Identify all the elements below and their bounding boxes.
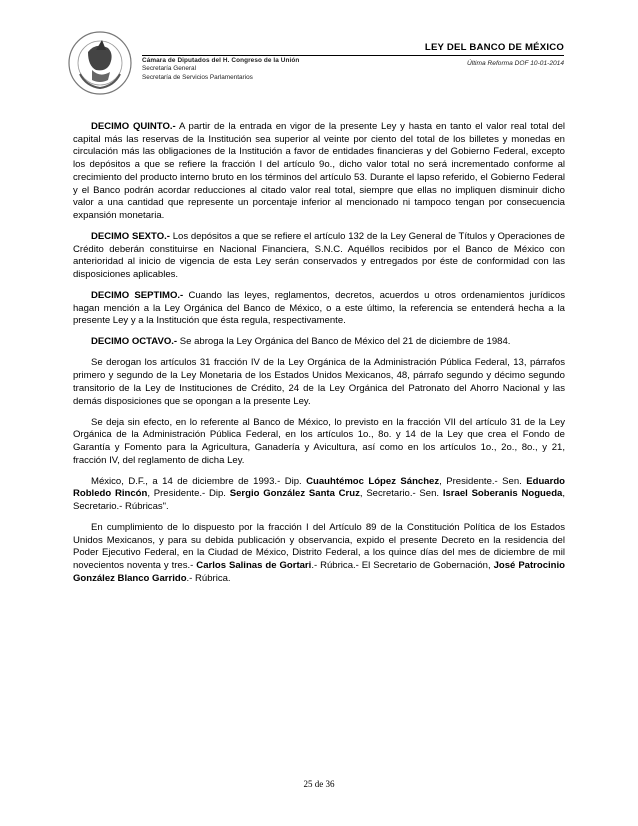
header-dept-parlamentarios: Secretaría de Servicios Parlamentarios: [142, 73, 253, 81]
article-label: DECIMO QUINTO.-: [91, 121, 176, 132]
document-body: [73, 121, 565, 594]
promulgacion-text: En cumplimiento de lo dispuesto por la fracción I del Artículo 89 de la Constitución Política de los Estados Unidos Mexicanos, y para su debida publicación y observancia, expido el presente Decreto en la residencia del Poder Ejecutivo Federal, en la Ciudad de México, Distrito Federal, a los quince días del mes de diciembre de mil novecientos noventa y tres.-: [73, 522, 565, 572]
header-institution: [142, 57, 299, 82]
signatory-name: Carlos Salinas de Gortari: [196, 560, 312, 572]
signatory-name: Cuauhtémoc López Sánchez: [306, 475, 440, 487]
signatory-name: Israel Soberanis Nogueda: [442, 488, 563, 500]
article-text: Los depósitos a que se refiere el artículo 132 de la Ley General de Títulos y Operaciones de Crédito deberán constituirse en Nacional Financiera, S.N.C. Aquéllos recibidos por el Banco de México con anterioridad al inicio de vigencia de esta Ley serán conservados y entregados por éste de conformidad con las disposiciones aplicables.: [73, 230, 565, 281]
article-decimo-octavo: [73, 336, 565, 349]
signatory-name: José Patrocinio González Blanco Garrido: [73, 560, 565, 584]
firma-text: , Presidente.- Sen.: [439, 475, 527, 487]
promulgacion-text: .- Rúbrica.: [186, 572, 231, 584]
paragraph-sin-efecto: Se deja sin efecto, en lo referente al Banco de México, lo previsto en la fracción VII del artículo 31 de la Ley Orgánica de la Administración Pública Federal, en los artículos 1o., 8o. y 14 de la Ley que crea el Fondo de Garantía y Fomento para la Agricultura, Ganadería y Avicultura, así como en los artículos 1o., 2o., 8o., y 21, fracción IV, del reglamento de dicha Ley.: [73, 416, 565, 466]
header-divider: [142, 55, 564, 56]
article-label: DECIMO SEXTO.-: [91, 230, 170, 242]
article-decimo-septimo: [73, 290, 565, 328]
firma-text: , Secretario.- Sen.: [359, 488, 443, 500]
promulgacion-text: .- Rúbrica.- El Secretario de Gobernación,: [311, 560, 494, 572]
article-text: Cuando las leyes, reglamentos, decretos, acuerdos u otros ordenamientos jurídicos hagan mención a la Ley Orgánica del Banco de México, o a este último, la referencia se entenderá hecha a la presente Ley y a la Institución que ésta regula, respectivamente.: [73, 290, 565, 327]
firma-text: México, D.F., a 14 de diciembre de 1993.- Dip.: [91, 475, 307, 487]
paragraph-derogan: Se derogan los artículos 31 fracción IV de la Ley Orgánica de la Administración Pública Federal, 13, párrafos primero y segundo de la Ley Monetaria de los Estados Unidos Mexicanos, 48, párrafo segundo y décimo segundo transitorio de la Ley de Instituciones de Crédito, 24 de la Ley Orgánica del Patronato del Ahorro Nacional y las demás disposiciones que se opongan a la presente Ley.: [73, 357, 565, 407]
firma-text: , Secretario.- Rúbricas".: [73, 488, 565, 513]
article-label: DECIMO OCTAVO.-: [91, 336, 178, 348]
firma-text: , Presidente.- Dip.: [147, 488, 230, 500]
header-org: Cámara de Diputados del H. Congreso de la Unión: [142, 57, 300, 64]
signatory-name: Sergio González Santa Cruz: [229, 488, 360, 500]
article-text: A partir de la entrada en vigor de la presente Ley y hasta en tanto el valor real total del capital más las reservas de la Institución sea superior al veinte por ciento del total de los billetes y monedas en circulación más las obligaciones de la Institución a favor de entidades financieras y del Gobierno Federal, excepto los depósitos a que se refiere la fracción I del artículo 9o., dicho valor total no será incrementado conforme al crecimiento del producto interno bruto en los términos del artículo 53. Durante el lapso referido, el Gobierno Federal y el Banco podrán acordar reducciones al citado valor real total, siempre que ellas no impliquen disminuir dicho valor a una cantidad que represente un porcentaje inferior al mencionado ni tampoco tengan por consecuencia expansión monetaria.: [73, 121, 565, 221]
signatory-name: Eduardo Robledo Rincón: [73, 475, 565, 500]
article-label: DECIMO SEPTIMO.-: [91, 290, 184, 302]
document-title: LEY DEL BANCO DE MÉXICO: [424, 42, 564, 53]
article-decimo-sexto: [73, 231, 565, 282]
article-text: Se abroga la Ley Orgánica del Banco de México del 21 de diciembre de 1984.: [177, 336, 511, 348]
mexican-coat-of-arms-icon: [66, 30, 134, 96]
header-dept-general: Secretaría General: [142, 65, 196, 73]
paragraph-promulgacion: [73, 522, 565, 586]
article-decimo-quinto: [73, 121, 565, 223]
paragraph-firma: [73, 476, 565, 514]
page-number: 25 de 36: [303, 779, 335, 789]
header-last-reform: Última Reforma DOF 10-01-2014: [467, 60, 564, 67]
